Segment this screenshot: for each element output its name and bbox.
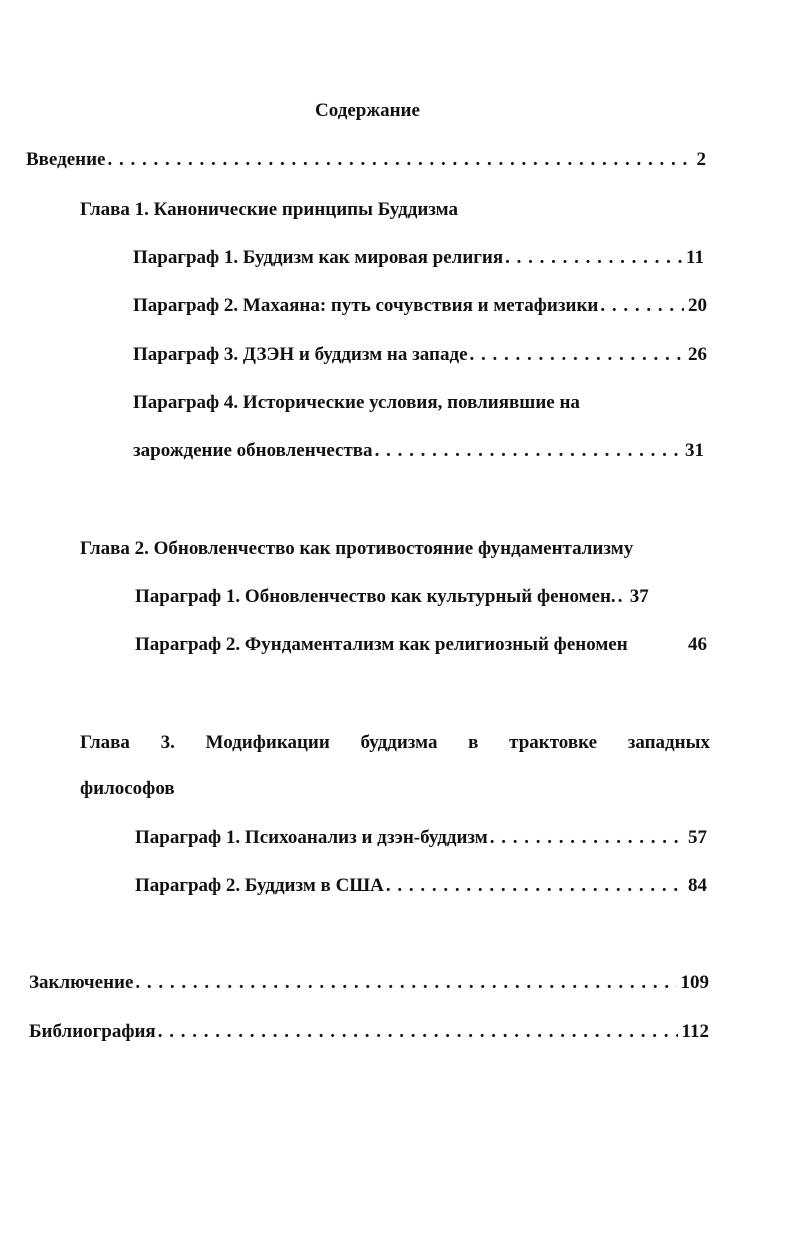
- toc-leader: [375, 439, 681, 463]
- chapter-2-heading: Глава 2. Обновленчество как противостояние фундаментализму: [80, 538, 634, 559]
- toc-label: Параграф 1. Буддизм как мировая религия: [133, 247, 504, 268]
- toc-page: 46: [688, 634, 707, 655]
- toc-label: Введение: [26, 149, 106, 170]
- toc-leader: [386, 874, 684, 898]
- toc-label: Параграф 3. ДЗЭН и буддизм на западе: [133, 344, 468, 365]
- toc-page: 11: [686, 247, 704, 268]
- chapter-3-word: 3.: [160, 732, 175, 753]
- toc-label: зарождение обновленчества: [133, 440, 373, 461]
- toc-label: Параграф 2. Буддизм в США: [135, 875, 384, 896]
- chapter-3-word: трактовке: [509, 732, 597, 753]
- toc-entry-ch2-p2: [135, 633, 707, 657]
- chapter-3-word: Модификации: [205, 732, 330, 753]
- toc-entry-ch1-p4-line2: [133, 439, 704, 463]
- toc-page: 31: [685, 440, 704, 461]
- toc-label: Параграф 1. Обновленчество как культурный феномен.: [135, 586, 616, 607]
- toc-entry-conclusion: [29, 971, 709, 995]
- toc-leader: [135, 971, 676, 995]
- toc-leader: [158, 1020, 678, 1044]
- chapter-3-heading-line2: философов: [80, 778, 175, 799]
- toc-entry-intro: [26, 148, 706, 172]
- toc-label: Параграф 2. Махаяна: путь сочувствия и метафизики: [133, 295, 599, 316]
- toc-entry-ch1-p3: [133, 343, 707, 367]
- toc-leader: [490, 826, 684, 850]
- chapter-3-word: в: [468, 732, 479, 753]
- chapter-3-word: западных: [627, 732, 710, 753]
- toc-page: 37: [629, 586, 649, 607]
- toc-label: Параграф 2. Фундаментализм как религиозный феномен: [135, 634, 628, 655]
- toc-page: 20: [688, 295, 707, 316]
- toc-leader: [470, 343, 684, 367]
- page-title: Содержание: [315, 100, 420, 121]
- toc-entry-ch1-p4-line1: Параграф 4. Исторические условия, повлиявшие на: [133, 392, 580, 413]
- toc-label: Библиография: [29, 1021, 156, 1042]
- toc-entry-ch3-p2: [135, 874, 707, 898]
- toc-leader: [600, 294, 684, 318]
- chapter-3-word: буддизма: [360, 732, 438, 753]
- toc-leader: [108, 148, 693, 172]
- toc-label: Заключение: [29, 972, 134, 993]
- toc-label: Параграф 1. Психоанализ и дзэн-буддизм: [135, 827, 488, 848]
- toc-entry-ch1-p1: [133, 246, 704, 270]
- toc-page: 26: [688, 344, 707, 365]
- toc-page: 2: [696, 149, 706, 170]
- chapter-3-word: Глава: [80, 732, 130, 753]
- toc-page: 109: [680, 972, 709, 993]
- toc-leader: [505, 246, 682, 270]
- toc-entry-ch1-p2: [133, 294, 707, 318]
- toc-entry-ch3-p1: [135, 826, 707, 850]
- toc-page: 112: [681, 1021, 709, 1042]
- toc-entry-bibliography: [29, 1020, 709, 1044]
- toc-entry-ch2-p1: [135, 585, 707, 609]
- chapter-3-heading: [80, 731, 710, 755]
- toc-leader: [618, 585, 626, 609]
- chapter-1-heading: Глава 1. Канонические принципы Буддизма: [80, 199, 458, 220]
- toc-page: 57: [688, 827, 707, 848]
- toc-page: 84: [688, 875, 707, 896]
